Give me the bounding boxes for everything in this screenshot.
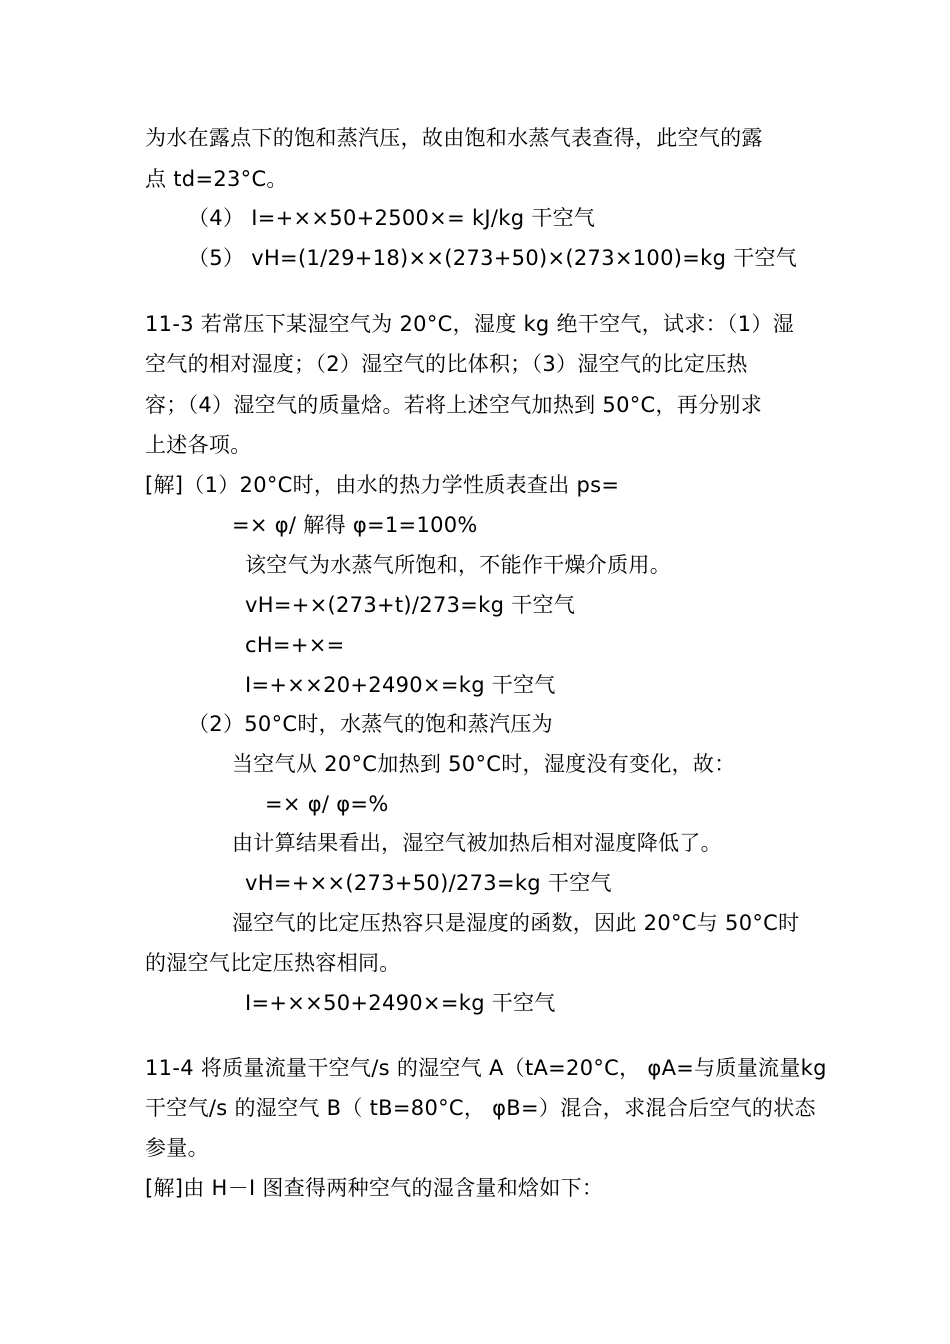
text-line-20: 湿空气的比定压热容只是湿度的函数，因此 20°C与 50°C时 bbox=[232, 911, 800, 935]
text-line-13: cH=+×= bbox=[245, 633, 345, 657]
text-line-18: 由计算结果看出，湿空气被加热后相对湿度降低了。 bbox=[232, 831, 722, 855]
text-line-9: [解]（1）20°C时，由水的热力学性质表查出 ps= bbox=[145, 473, 620, 497]
text-line-7: 容；（4）湿空气的质量焓。若将上述空气加热到 50°C，再分别求 bbox=[145, 393, 763, 417]
text-line-8: 上述各项。 bbox=[145, 433, 252, 457]
text-line-24: 干空气/s 的湿空气 B（ tB=80°C， φB=）混合，求混合后空气的状态 bbox=[145, 1096, 816, 1120]
text-line-26: [解]由 H－I 图查得两种空气的湿含量和焓如下： bbox=[145, 1176, 604, 1200]
text-line-16: 当空气从 20°C加热到 50°C时，湿度没有变化，故： bbox=[232, 752, 736, 776]
text-line-22: I=+××50+2490×=kg 干空气 bbox=[245, 991, 556, 1015]
text-line-23: 11-4 将质量流量干空气/s 的湿空气 A（tA=20°C， φA=与质量流量kg bbox=[145, 1056, 827, 1080]
text-line-4: （5） vH=(1/29+18)××(273+50)×(273×100)=kg 干空气 bbox=[188, 246, 798, 270]
text-line-21: 的湿空气比定压热容相同。 bbox=[145, 951, 401, 975]
text-line-15: （2）50°C时，水蒸气的饱和蒸汽压为 bbox=[188, 712, 553, 736]
text-line-10: =× φ/ 解得 φ=1=100% bbox=[232, 513, 478, 537]
text-line-12: vH=+×(273+t)/273=kg 干空气 bbox=[245, 593, 576, 617]
text-line-1: 为水在露点下的饱和蒸汽压，故由饱和水蒸气表查得，此空气的露 bbox=[145, 126, 763, 150]
text-line-3: （4） I=+××50+2500×= kJ/kg 干空气 bbox=[188, 206, 596, 230]
text-line-14: I=+××20+2490×=kg 干空气 bbox=[245, 673, 556, 697]
text-line-17: =× φ/ φ=% bbox=[265, 792, 389, 816]
text-line-25: 参量。 bbox=[145, 1136, 209, 1160]
text-line-19: vH=+××(273+50)/273=kg 干空气 bbox=[245, 871, 612, 895]
text-line-2: 点 td=23°C。 bbox=[145, 167, 288, 191]
text-line-11: 该空气为水蒸气所饱和，不能作干燥介质用。 bbox=[245, 553, 671, 577]
text-line-5: 11-3 若常压下某湿空气为 20°C，湿度 kg 绝干空气，试求：（1）湿 bbox=[145, 312, 794, 336]
text-line-6: 空气的相对湿度；（2）湿空气的比体积；（3）湿空气的比定压热 bbox=[145, 352, 748, 376]
